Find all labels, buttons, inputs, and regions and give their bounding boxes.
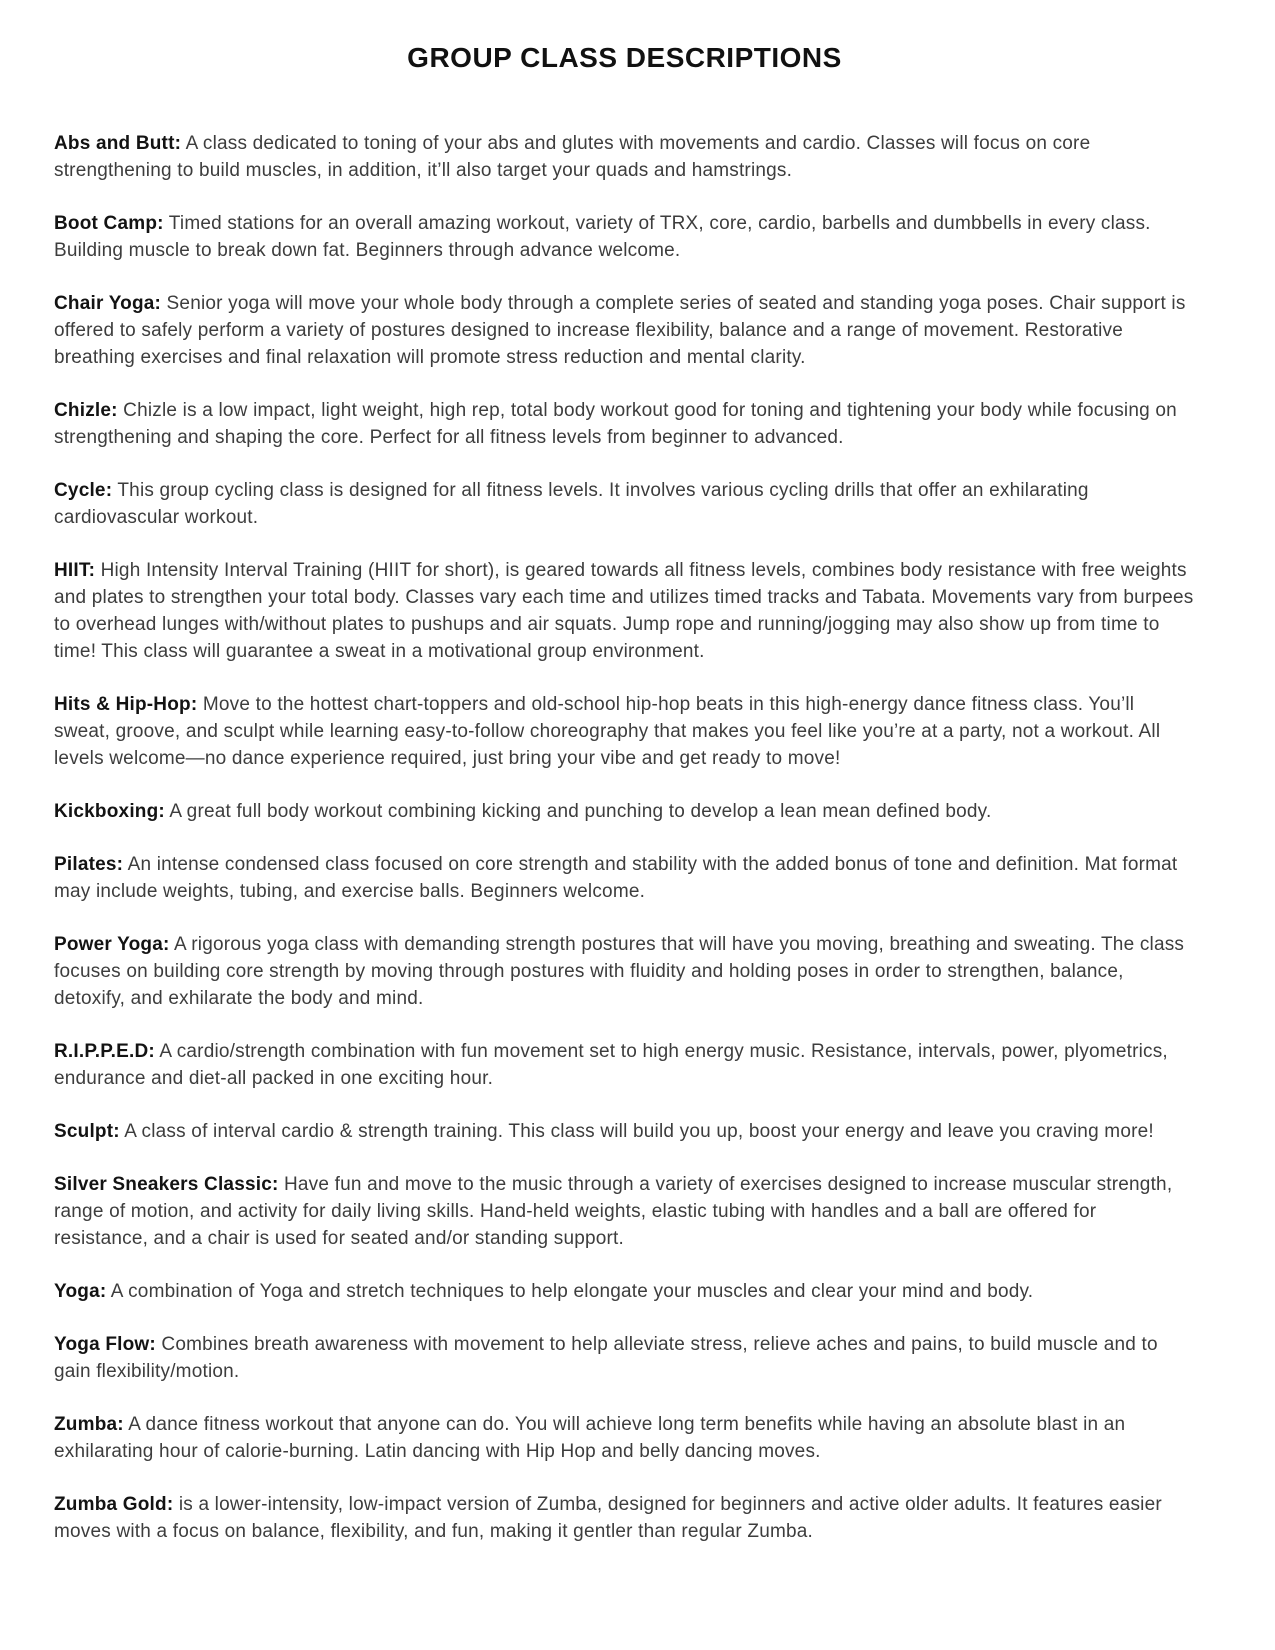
class-description-paragraph xyxy=(54,210,1195,264)
class-name: Yoga Flow: xyxy=(54,1334,156,1355)
class-list xyxy=(54,130,1195,1545)
class-name: Hits & Hip-Hop: xyxy=(54,694,198,715)
class-name: Chair Yoga: xyxy=(54,293,162,314)
class-description-paragraph xyxy=(54,290,1195,371)
class-description-paragraph xyxy=(54,1491,1195,1545)
class-description-text: Timed stations for an overall amazing workout, variety of TRX, core, cardio, barbells and dumbbells in every class. Building muscle to break down fat. Beginners through advance welcome. xyxy=(54,213,1151,261)
class-description-paragraph xyxy=(54,1331,1195,1385)
class-description-text: is a lower-intensity, low-impact version of Zumba, designed for beginners and active older adults. It features easier moves with a focus on balance, flexibility, and fun, making it gentler than regular Zumba. xyxy=(54,1494,1162,1542)
class-description-text: A combination of Yoga and stretch techniques to help elongate your muscles and clear your mind and body. xyxy=(106,1281,1034,1302)
class-name: Boot Camp: xyxy=(54,213,164,234)
class-description-paragraph xyxy=(54,1411,1195,1465)
class-name: Power Yoga: xyxy=(54,934,170,955)
class-description-paragraph xyxy=(54,1038,1195,1092)
class-description-text: Chizle is a low impact, light weight, high rep, total body workout good for toning and tightening your body while focusing on strengthening and shaping the core. Perfect for all fitness levels from beginner to advanced. xyxy=(54,400,1177,448)
class-name: Pilates: xyxy=(54,854,124,875)
class-description-text: This group cycling class is designed for all fitness levels. It involves various cycling drills that offer an exhilarating cardiovascular workout. xyxy=(54,480,1089,528)
class-description-text: A rigorous yoga class with demanding strength postures that will have you moving, breathing and sweating. The class focuses on building core strength by moving through postures with fluidity and holding poses in order to strengthen, balance, detoxify, and exhilarate the body and mind. xyxy=(54,934,1185,1009)
class-description-paragraph xyxy=(54,130,1195,184)
class-description-text: An intense condensed class focused on core strength and stability with the added bonus of tone and definition. Mat format may include weights, tubing, and exercise balls. Beginners welcome. xyxy=(54,854,1178,902)
class-description-paragraph xyxy=(54,1171,1195,1252)
class-description-paragraph xyxy=(54,1118,1195,1145)
class-description-text: Combines breath awareness with movement to help alleviate stress, relieve aches and pains, to build muscle and to gain flexibility/motion. xyxy=(54,1334,1158,1382)
class-description-paragraph xyxy=(54,1278,1195,1305)
class-name: Zumba: xyxy=(54,1414,124,1435)
class-description-paragraph xyxy=(54,691,1195,772)
class-name: Abs and Butt: xyxy=(54,133,182,154)
class-description-paragraph xyxy=(54,851,1195,905)
class-description-text: Have fun and move to the music through a variety of exercises designed to increase muscular strength, range of motion, and activity for daily living skills. Hand-held weights, elastic tubing with handles and a ball are offered for resistance, and a chair is used for seated and/or standing support. xyxy=(54,1174,1173,1249)
class-description-paragraph xyxy=(54,557,1195,665)
class-name: R.I.P.P.E.D: xyxy=(54,1041,155,1062)
class-description-paragraph xyxy=(54,931,1195,1012)
class-description-text: Senior yoga will move your whole body through a complete series of seated and standing yoga poses. Chair support is offered to safely perform a variety of postures designed to increase flexibility, balance and a range of movement. Restorative breathing exercises and final relaxation will promote stress reduction and mental clarity. xyxy=(54,293,1186,368)
class-description-text: A dance fitness workout that anyone can do. You will achieve long term benefits while having an absolute blast in an exhilarating hour of calorie-burning. Latin dancing with Hip Hop and belly dancing moves. xyxy=(54,1414,1126,1462)
class-description-paragraph xyxy=(54,477,1195,531)
class-description-paragraph xyxy=(54,397,1195,451)
class-name: Cycle: xyxy=(54,480,113,501)
class-description-text: A cardio/strength combination with fun movement set to high energy music. Resistance, intervals, power, plyometrics, endurance and diet-all packed in one exciting hour. xyxy=(54,1041,1168,1089)
class-name: Silver Sneakers Classic: xyxy=(54,1174,279,1195)
class-description-text: Move to the hottest chart-toppers and old-school hip-hop beats in this high-energy dance fitness class. You’ll sweat, groove, and sculpt while learning easy-to-follow choreography that makes you feel like you’re at a party, not a workout. All levels welcome—no dance experience required, just bring your vibe and get ready to move! xyxy=(54,694,1161,769)
page-title: GROUP CLASS DESCRIPTIONS xyxy=(407,42,842,73)
class-name: Sculpt: xyxy=(54,1121,120,1142)
class-description-text: A great full body workout combining kicking and punching to develop a lean mean defined body. xyxy=(164,801,992,822)
class-name: Chizle: xyxy=(54,400,118,421)
class-name: Kickboxing: xyxy=(54,801,165,822)
class-description-text: High Intensity Interval Training (HIIT for short), is geared towards all fitness levels, combines body resistance with free weights and plates to strengthen your total body. Classes vary each time and utilizes timed tracks and Tabata. Movements vary from burpees to overhead lunges with/without plates to pushups and air squats. Jump rope and running/jogging may also show up from time to time! This class will guarantee a sweat in a motivational group environment. xyxy=(54,560,1194,662)
class-description-paragraph xyxy=(54,798,1195,825)
class-name: HIIT: xyxy=(54,560,96,581)
class-description-text: A class of interval cardio & strength training. This class will build you up, boost your energy and leave you craving more! xyxy=(119,1121,1154,1142)
class-description-text: A class dedicated to toning of your abs and glutes with movements and cardio. Classes will focus on core strengthening to build muscles, in addition, it’ll also target your quads and hamstrings. xyxy=(54,133,1091,181)
class-name: Zumba Gold: xyxy=(54,1494,174,1515)
class-name: Yoga: xyxy=(54,1281,107,1302)
